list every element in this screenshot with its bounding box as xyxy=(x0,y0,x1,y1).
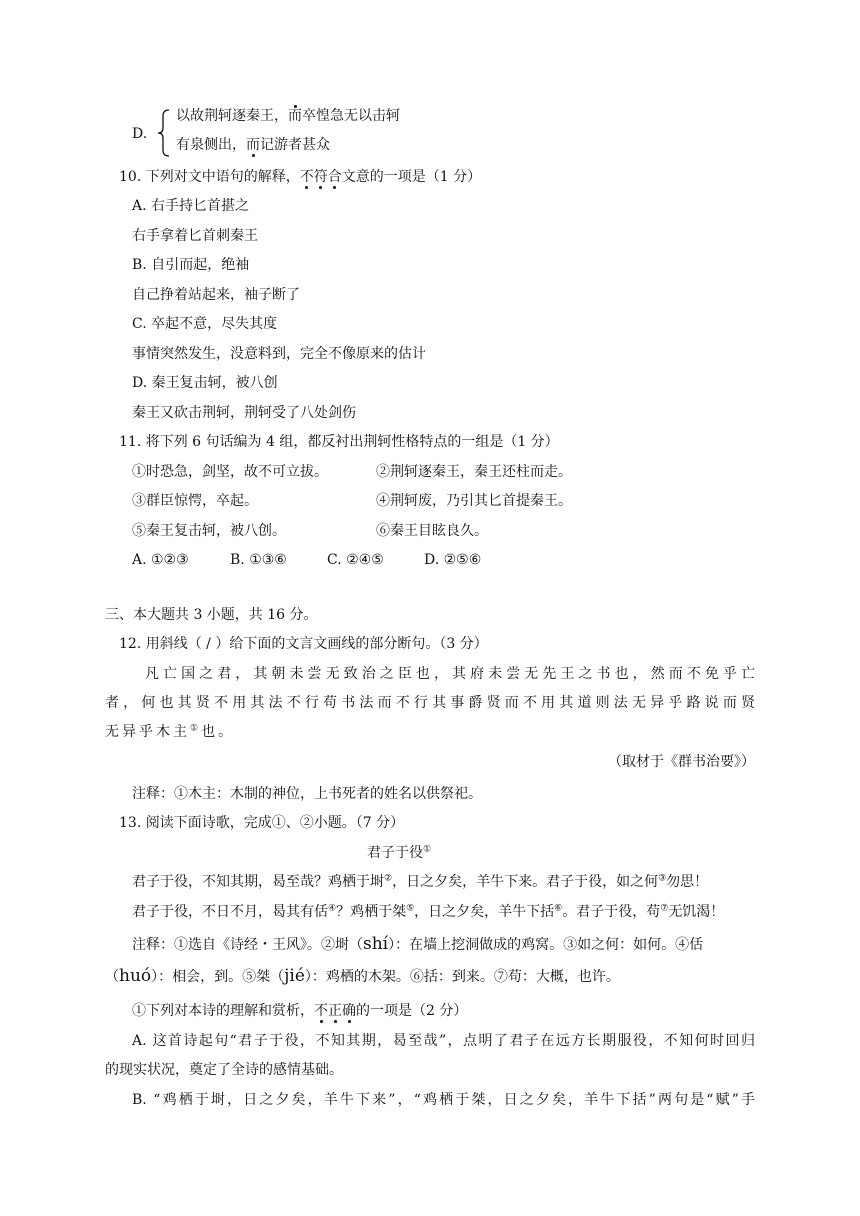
q12-passage-line-1: 凡亡国之君，其朝未尝无致治之臣也，其府未尝无先王之书也，然而不免乎亡 xyxy=(145,666,755,682)
q11-choice-d: D. ②⑤⑥ xyxy=(424,552,482,568)
q13-option-a-line-2: 的现实状况，奠定了全诗的感情基础。 xyxy=(105,1062,343,1078)
q11-item-3: ③群臣惊愕，卒起。 xyxy=(132,493,258,509)
q10-option-b: B. 自引而起，绝袖 xyxy=(132,257,250,273)
q13-option-a-line-1: A. 这首诗起句“君子于役，不知其期，曷至哉”，点明了君子在远方长期服役，不知何时回归 xyxy=(132,1033,755,1049)
q11-item-5: ⑤秦王复击轲，被八创。 xyxy=(132,523,286,539)
q10-option-b-explanation: 自己挣着站起来，袖子断了 xyxy=(132,287,300,303)
q13-option-b-line-1: B. “鸡栖于埘，日之夕矣，羊牛下来”，“鸡栖于桀，日之夕矣，羊牛下括”两句是“赋”手 xyxy=(132,1092,755,1108)
q11-item-2: ②荆轲逐秦王，秦王还柱而走。 xyxy=(376,464,572,480)
poem-line-2: 君子于役，不日不月，曷其有佸④？鸡栖于桀⑤，日之夕矣，羊牛下括⑥。君子于役，苟⑦无饥渴！ xyxy=(132,903,725,920)
q11-stem: 11. 将下列 6 句话编为 4 组，都反衬出荆轲性格特点的一组是（1 分） xyxy=(119,434,559,450)
q9-d-line1: 以故荆轲逐秦王，而卒惶急无以击轲 xyxy=(176,108,400,124)
q10-option-d: D. 秦王复击轲，被八创 xyxy=(132,375,278,391)
q12-stem: 12. 用斜线（ / ）给下面的文言文画线的部分断句。（3 分） xyxy=(119,636,488,652)
q10-option-c-explanation: 事情突然发生，没意料到，完全不像原来的估计 xyxy=(132,346,426,362)
poem-title: 君子于役① xyxy=(367,844,432,861)
q12-passage-line-3: 无异乎木主①也。 xyxy=(105,723,236,740)
section-heading: 三、本大题共 3 小题，共 16 分。 xyxy=(105,607,318,623)
q12-passage-line-2: 者，何也其贤不用其法不行苟书法而不行其事爵贤而不用其道则法无异乎路说而贤 xyxy=(105,695,755,711)
q9-option-d-label: D. xyxy=(132,126,148,142)
q11-item-4: ④荆轲废，乃引其匕首提秦王。 xyxy=(376,493,572,509)
q11-item-6: ⑥秦王目眩良久。 xyxy=(376,523,488,539)
poem-line-1: 君子于役，不知其期，曷至哉？鸡栖于埘②，日之夕矣，羊牛下来。君子于役，如之何③勿思！ xyxy=(132,873,709,890)
q10-option-d-explanation: 秦王又砍击荆轲，荆轲受了八处剑伤 xyxy=(132,405,356,421)
q11-choice-c: C. ②④⑤ xyxy=(327,552,384,568)
q10-option-a: A. 右手持匕首揕之 xyxy=(132,198,250,214)
q11-choice-a: A. ①②③ xyxy=(132,552,189,568)
q10-option-c: C. 卒起不意，尽失其度 xyxy=(132,316,278,332)
q9-d-line2: 有泉侧出，而记游者甚众 xyxy=(176,137,330,153)
q10-option-a-explanation: 右手拿着匕首刺秦王 xyxy=(132,228,258,244)
poem-note-line-2: （huó）：相会，到。⑤桀（jié）：鸡栖的木架。⑥括：到来。⑦苟：大概，也许。 xyxy=(105,966,620,986)
q12-note: 注释：①木主：木制的神位，上书死者的姓名以供祭祀。 xyxy=(132,786,482,802)
poem-note-line-1: 注释：①选自《诗经・王风》。②埘（shí）：在墙上挖洞做成的鸡窝。③如之何：如何。④佸 xyxy=(132,934,704,954)
q12-source: （取材于《群书治要》） xyxy=(608,754,755,770)
q13-sub1-stem: ①下列对本诗的理解和赏析，不正确的一项是（2 分） xyxy=(132,1003,468,1019)
q10-stem: 10. 下列对文中语句的解释，不符合文意的一项是（1 分） xyxy=(119,169,482,185)
brace-icon xyxy=(157,109,171,157)
q13-stem: 13. 阅读下面诗歌，完成①、②小题。（7 分） xyxy=(119,815,405,831)
q11-choice-b: B. ①③⑥ xyxy=(230,552,287,568)
q11-item-1: ①时恐急，剑坚，故不可立拔。 xyxy=(132,464,328,480)
